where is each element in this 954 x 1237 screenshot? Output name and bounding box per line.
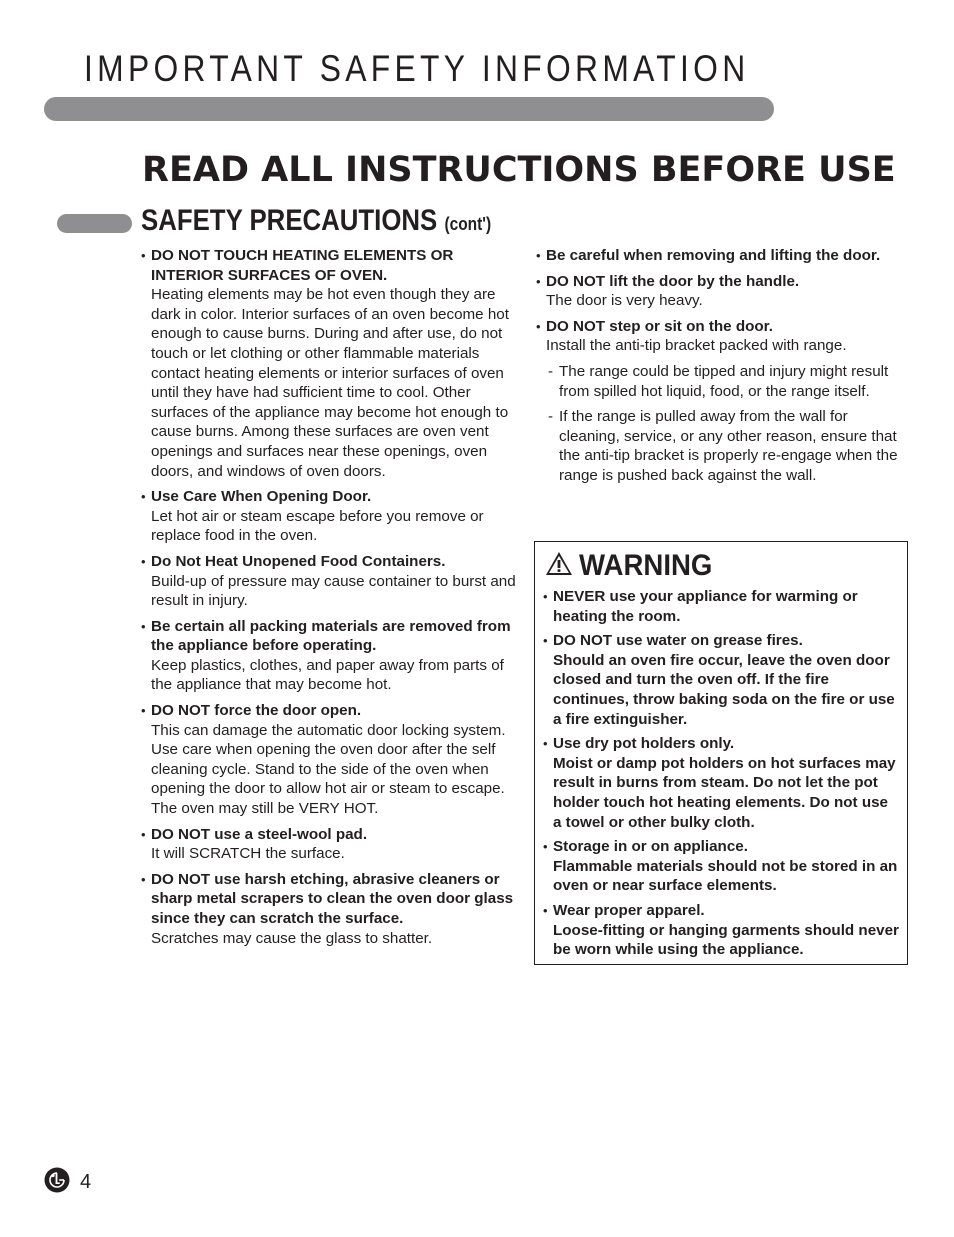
section-pill: [57, 214, 132, 233]
warning-header: [545, 549, 899, 583]
sub-item-text: If the range is pulled away from the wall for cleaning, service, or any other reason, ensure that the anti-tip bracket is properly re-engage when the range is pushed back against the wall.: [559, 408, 898, 484]
bullet: •: [141, 703, 146, 719]
section-title: [141, 204, 491, 238]
list-item: [536, 317, 912, 356]
bullet: •: [536, 248, 541, 263]
sub-item-text: The range could be tipped and injury might result from spilled hot liquid, food, or the range itself.: [559, 362, 889, 400]
list-item: [536, 272, 912, 311]
section-title-text: SAFETY PRECAUTIONS: [141, 204, 438, 237]
warning-item: [543, 734, 899, 832]
sub-item: [536, 407, 912, 485]
warning-item: [543, 587, 899, 626]
right-column: [536, 246, 912, 492]
left-column: [141, 246, 517, 954]
main-heading: READ ALL INSTRUCTIONS BEFORE USE: [142, 150, 896, 190]
item-body: Should an oven fire occur, leave the oven door closed and turn the oven off. If the fire continues, throw baking soda on the fire or use a fire extinguisher.: [553, 651, 895, 728]
item-body: Keep plastics, clothes, and paper away from parts of the appliance that may become hot.: [151, 656, 504, 694]
item-heading: Be certain all packing materials are removed from the appliance before operating.: [151, 617, 511, 655]
item-heading: DO NOT step or sit on the door.: [546, 317, 773, 335]
header-bar: [44, 97, 774, 121]
list-item: [141, 487, 517, 546]
item-body: Let hot air or steam escape before you remove or replace food in the oven.: [151, 507, 484, 545]
warning-box: [534, 541, 908, 965]
item-body: This can damage the automatic door locking system. Use care when opening the oven door after the self cleaning cycle. Stand to the side of the oven when opening the door to allow hot air or steam to escape. The oven may still be VERY HOT.: [151, 721, 506, 818]
page-number: 4: [80, 1171, 92, 1193]
item-heading: Wear proper apparel.: [553, 901, 705, 919]
warning-triangle-icon: [545, 551, 573, 581]
list-item: [536, 246, 912, 266]
dash: -: [548, 408, 554, 426]
bullet: •: [543, 839, 548, 855]
item-body: Build-up of pressure may cause container to burst and result in injury.: [151, 572, 516, 610]
warning-item: [543, 837, 899, 896]
bullet: •: [543, 633, 548, 649]
item-body: Moist or damp pot holders on hot surfaces may result in burns from steam. Do not let the pot holder touch hot heating elements. Do not use a towel or other bulky cloth.: [553, 754, 896, 831]
warning-title: WARNING: [579, 549, 713, 582]
item-heading: DO NOT force the door open.: [151, 702, 362, 720]
header-title: IMPORTANT SAFETY INFORMATION: [84, 48, 750, 89]
lg-logo-icon: [44, 1167, 70, 1198]
item-body: It will SCRATCH the surface.: [151, 845, 345, 863]
bullet: •: [141, 871, 146, 887]
item-heading: Storage in or on appliance.: [553, 838, 748, 856]
item-heading: Use dry pot holders only.: [553, 735, 735, 753]
item-body: Install the anti-tip bracket packed with range.: [546, 337, 847, 355]
dash: -: [548, 362, 554, 380]
bullet: •: [543, 736, 548, 752]
item-body: Loose-fitting or hanging garments should never be worn while using the appliance.: [553, 921, 899, 959]
item-heading: DO NOT use a steel-wool pad.: [151, 825, 368, 843]
item-heading: DO NOT use water on grease fires.: [553, 632, 803, 650]
section-title-suffix: (cont'): [444, 214, 492, 234]
list-item: [141, 552, 517, 611]
list-item: [141, 870, 517, 948]
bullet: •: [141, 553, 146, 569]
bullet: •: [543, 902, 548, 918]
bullet: •: [536, 273, 541, 289]
item-body: The door is very heavy.: [546, 292, 703, 310]
item-heading: DO NOT use harsh etching, abrasive cleaners or sharp metal scrapers to clean the oven door glass since they can scratch the surface.: [151, 870, 514, 927]
bullet: •: [141, 489, 146, 505]
item-heading: Use Care When Opening Door.: [151, 488, 372, 506]
warning-item: [543, 901, 899, 960]
sub-item: [536, 362, 912, 401]
list-item: [141, 701, 517, 819]
list-item: [141, 825, 517, 864]
item-heading: DO NOT lift the door by the handle.: [546, 272, 800, 290]
item-heading: Do Not Heat Unopened Food Containers.: [151, 552, 446, 570]
bullet: •: [141, 826, 146, 842]
item-body: Heating elements may be hot even though they are dark in color. Interior surfaces of an oven become hot enough to cause burns. During and after use, do not touch or let clothing or other flammable materials contact heating elements or interior surfaces of oven until they have had sufficient time to cool. Other surfaces of the appliance may become hot enough to cause burns. Among these surfaces are oven vent openings and surfaces near these openings, oven doors, and windows of oven doors.: [151, 286, 509, 480]
item-heading: NEVER use your appliance for warming or heating the room.: [553, 588, 858, 625]
warning-item: [543, 631, 899, 729]
footer: [44, 1167, 91, 1198]
item-body: Scratches may cause the glass to shatter.: [151, 929, 433, 947]
bullet: •: [536, 318, 541, 334]
list-item: [141, 246, 517, 481]
item-heading: Be careful when removing and lifting the door.: [546, 247, 881, 264]
bullet: •: [543, 589, 548, 604]
item-heading: DO NOT TOUCH HEATING ELEMENTS OR INTERIOR SURFACES OF OVEN.: [151, 247, 454, 284]
item-body: Flammable materials should not be stored in an oven or near surface elements.: [553, 857, 898, 895]
bullet: •: [141, 618, 146, 634]
list-item: [141, 617, 517, 695]
bullet: •: [141, 248, 146, 263]
